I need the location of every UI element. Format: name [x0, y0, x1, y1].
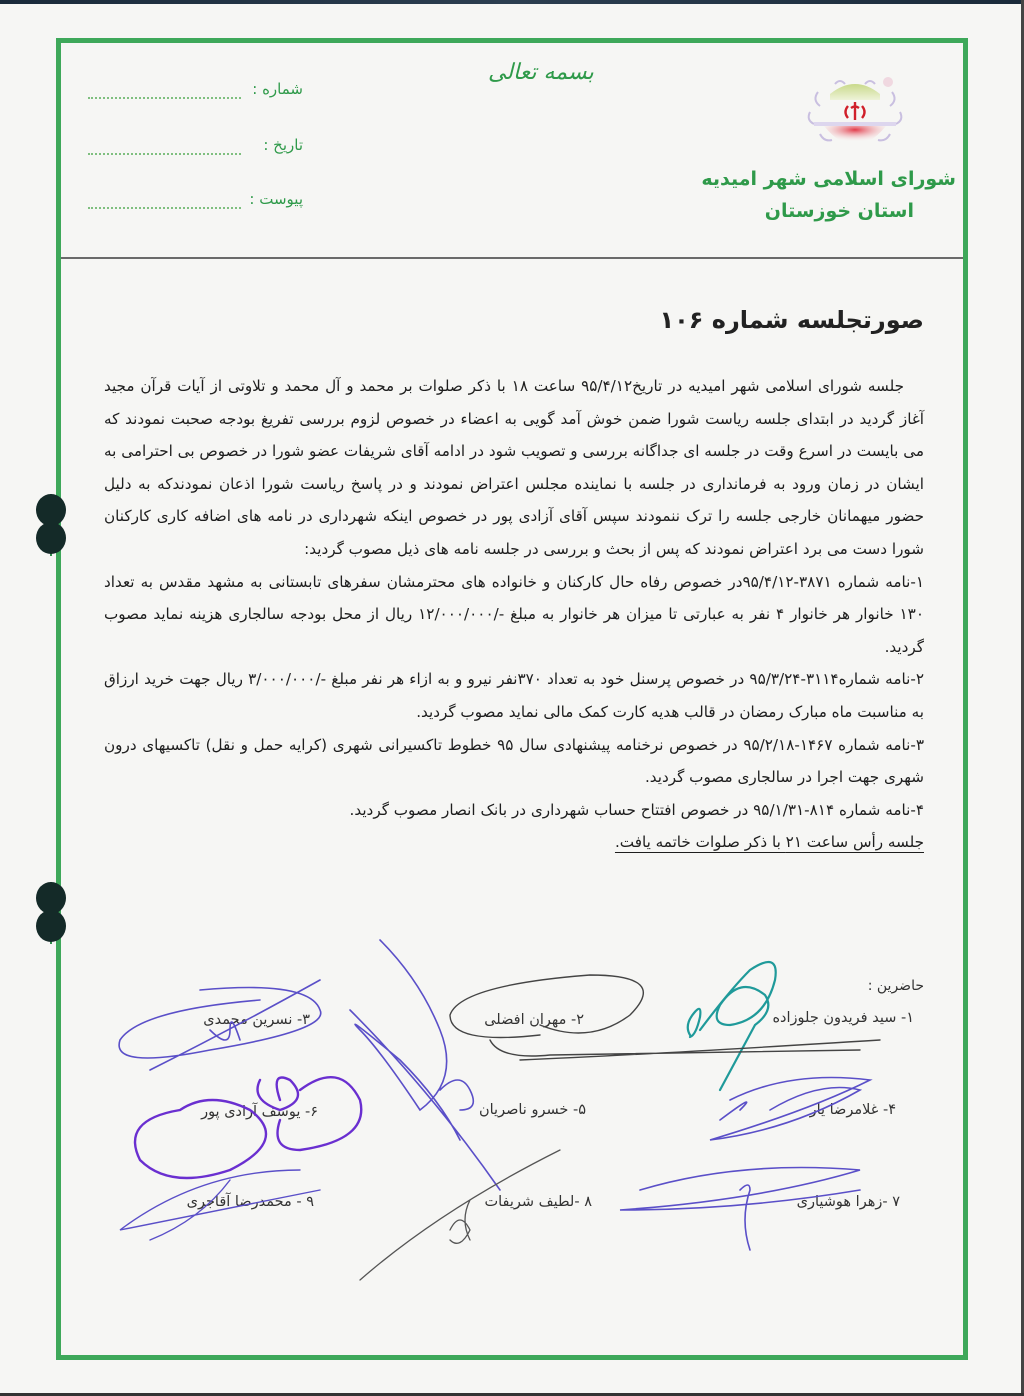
binder-hole-icon: [34, 494, 68, 556]
attendee-name: ۵- خسرو ناصریان: [478, 1102, 586, 1118]
document-title: صورتجلسه شماره ۱۰۶: [659, 306, 924, 334]
organization-province: استان خوزستان: [764, 200, 914, 222]
attachment-label: پیوست :: [249, 190, 303, 208]
closing-statement: جلسه رأس ساعت ۲۱ با ذکر صلوات خاتمه یافت.: [614, 833, 924, 852]
attendee-name: ۷ -زهرا هوشیاری: [796, 1194, 900, 1210]
intro-paragraph: جلسه شورای اسلامی شهر امیدیه در تاریخ۹۵/۴/۱۲ ساعت ۱۸ با ذکر صلوات بر محمد و آل محمد و تلاوتی از آیات قرآن مجید آغاز گردید در ابتدای جلسه ریاست شورا ضمن خوش آمد گویی به اعضاء در خصوص لزوم بررسی تفریغ بودجه صحبت نمودند که می بایست در اسرع وقت در جلسه ای جداگانه بررسی و تصویب شود در ادامه آقای شریفات عضو شورا در خصوص بی احترامی به ایشان در زمان ورود به فرمانداری در جلسه با نماینده مجلس اعتراض نمودند و در پاسخ ریاست شورا اذعان نمودندکه به دلیل حضور میهمانان خارجی جلسه را ترک ننمودند سپس آقای آزادی پور در خصوص اینکه شهرداری در نامه های اضافه کاری کارکنان شورا دست می برد اعتراض نمودند که پس از بحث و بررسی در جلسه نامه های ذیل مصوب گردید:: [104, 377, 924, 558]
number-field: [88, 80, 303, 106]
date-label: تاریخ :: [263, 136, 303, 154]
number-label: شماره :: [252, 80, 303, 98]
attendee-name: ۶- یوسف آزادی پور: [201, 1104, 318, 1120]
date-dotted-line: [88, 153, 241, 155]
attendee-name: ۴- غلامرضا یار: [809, 1102, 896, 1118]
header-divider: [61, 257, 963, 259]
attendee-name: ۲- مهران افضلی: [484, 1012, 584, 1028]
attachment-dotted-line: [88, 207, 241, 209]
attendee-name: ۱- سید فریدون جلوزاده: [772, 1010, 914, 1026]
organization-name: شورای اسلامی شهر امیدیه: [701, 168, 956, 190]
attendee-name: ۸ -لطیف شریفات: [484, 1194, 592, 1210]
attachment-field: [88, 190, 303, 216]
resolution-item-4: ۴-نامه شماره ۸۱۴-۹۵/۱/۳۱ در خصوص افتتاح حساب شهرداری در بانک انصار مصوب گردید.: [349, 800, 924, 819]
attendee-name: ۳- نسرین محمدی: [203, 1012, 310, 1028]
basmala: بسمه تعالی: [488, 60, 594, 85]
number-dotted-line: [88, 97, 241, 99]
scan-edge-top: [0, 0, 1024, 4]
attendee-name: ۹ - محمدرضا آقاجری: [186, 1194, 314, 1210]
iran-emblem-icon: [800, 64, 910, 154]
attendees-label: حاضرین :: [867, 978, 924, 994]
resolution-item-1: ۱-نامه شماره ۳۸۷۱-۹۵/۴/۱۲در خصوص رفاه حال کارکنان و خانواده های محترمشان سفرهای تابستانی به مشهد مقدس به تعداد ۱۳۰ خانوار هر خانوار ۴ نفر به عبارتی تا میزان هر خانوار به مبلغ -/۱۲/۰۰۰/۰۰۰ ریال از محل بودجه سالجاری هزینه نماید مصوب گردید.: [104, 572, 924, 656]
resolution-item-3: ۳-نامه شماره ۱۴۶۷-۹۵/۲/۱۸ در خصوص نرخنامه پیشنهادی سال ۹۵ خطوط تاکسیرانی شهری (کرایه حمل و نقل) تاکسیهای درون شهری جهت اجرا در سالجاری مصوب گردید.: [104, 735, 925, 787]
date-field: [88, 136, 303, 162]
binder-hole-icon: [34, 882, 68, 944]
resolution-item-2: ۲-نامه شماره۳۱۱۴-۹۵/۳/۲۴ در خصوص پرسنل خود به تعداد ۳۷۰نفر نیرو و به ازاء هر نفر مبلغ -/۳/۰۰۰/۰۰۰ ریال جهت خرید ارزاق به مناسبت ماه مبارک رمضان در قالب هدیه کارت کمک مالی نماید مصوب گردید.: [104, 670, 924, 721]
minutes-body: [104, 370, 924, 859]
